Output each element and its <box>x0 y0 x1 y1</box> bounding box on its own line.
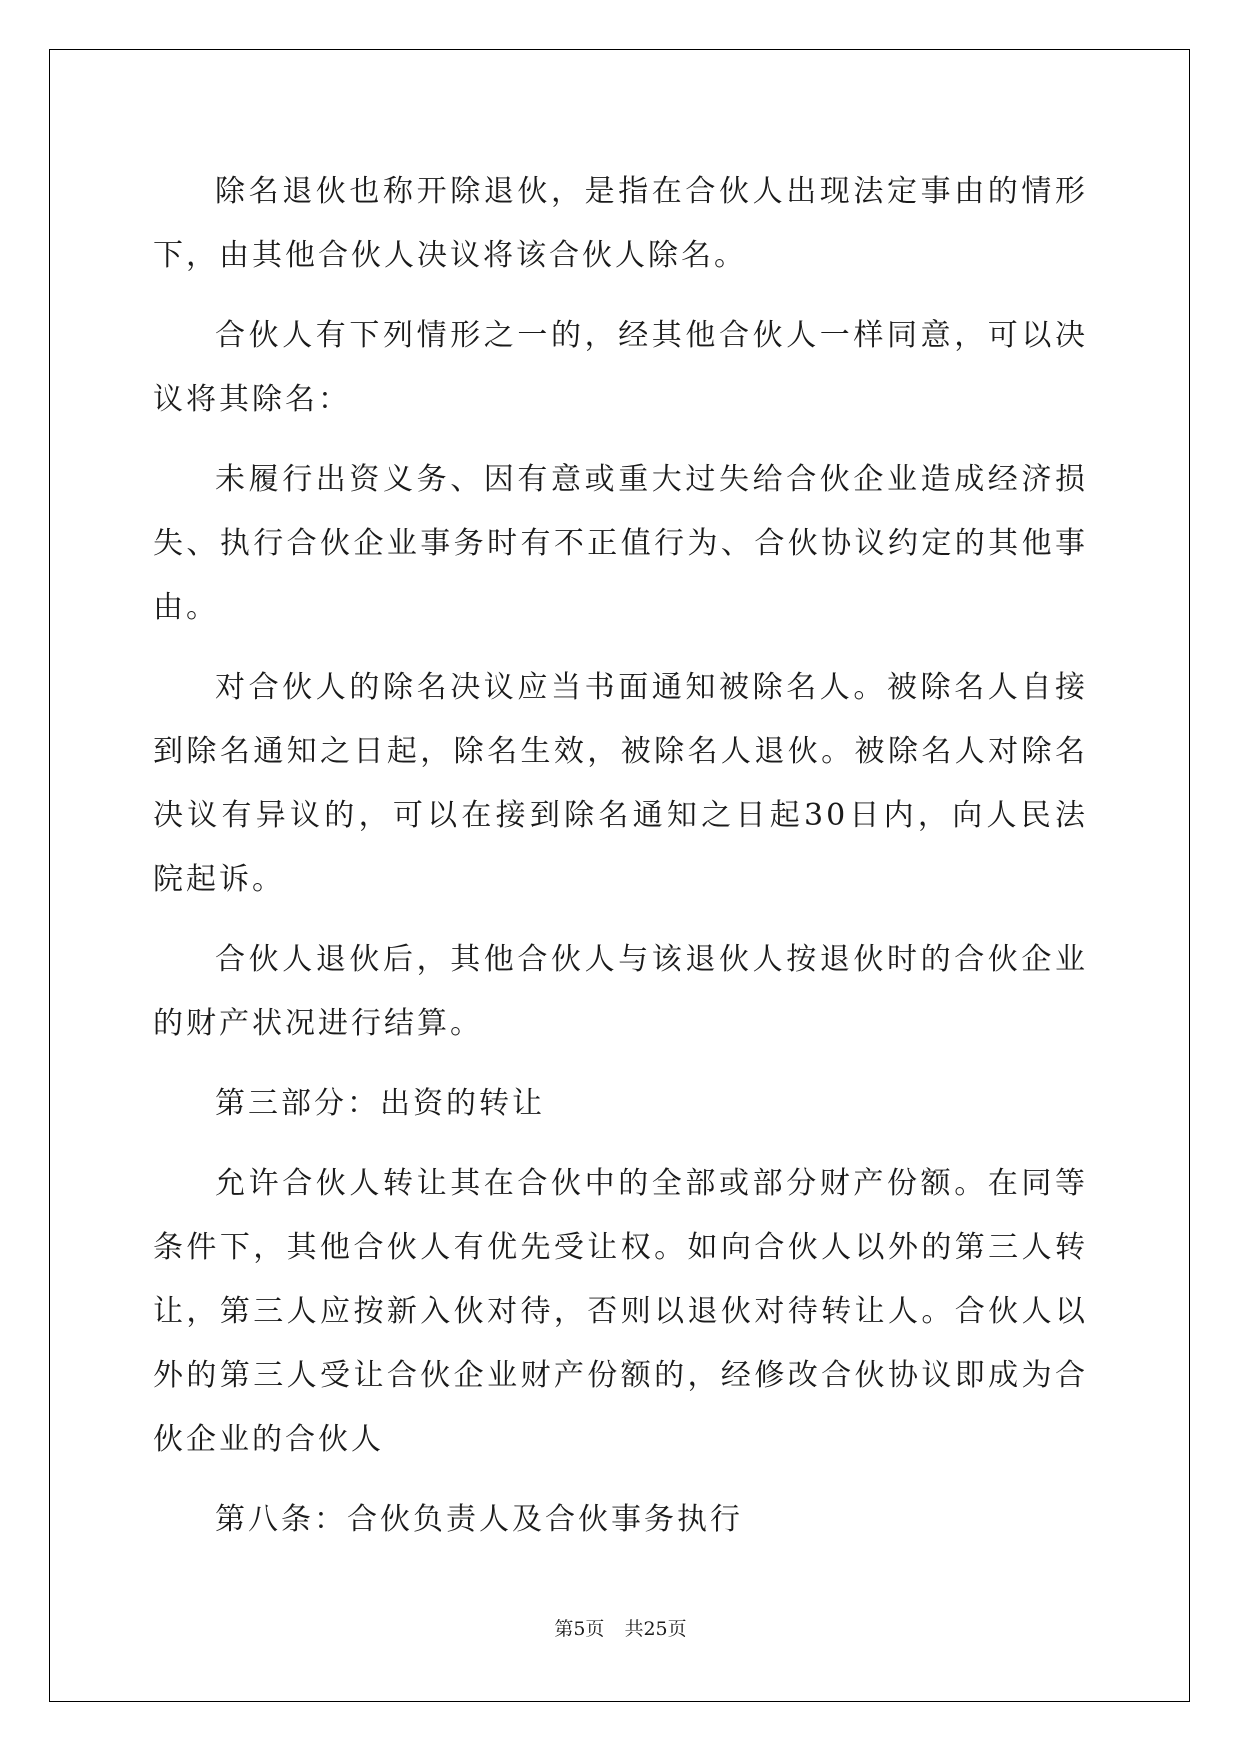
paragraph-1: 除名退伙也称开除退伙，是指在合伙人出现法定事由的情形下，由其他合伙人决议将该合伙人除名。 <box>153 174 1088 273</box>
paragraph-7: 允许合伙人转让其在合伙中的全部或部分财产份额。在同等条件下，其他合伙人有优先受让权。如向合伙人以外的第三人转让，第三人应按新入伙对待，否则以退伙对待转让人。合伙人以外的第三人受让合伙企业财产份额的，经修改合伙协议即成为合伙企业的合伙人 <box>153 1166 1088 1457</box>
paragraph-4: 对合伙人的除名决议应当书面通知被除名人。被除名人自接到除名通知之日起，除名生效，被除名人退伙。被除名人对除名决议有异议的，可以在接到除名通知之日起30日内，向人民法院起诉。 <box>153 670 1088 897</box>
paragraph-5: 合伙人退伙后，其他合伙人与该退伙人按退伙时的合伙企业的财产状况进行结算。 <box>153 942 1088 1041</box>
article-heading: 第八条：合伙负责人及合伙事务执行 <box>215 1502 743 1537</box>
document-body <box>153 160 1088 1568</box>
page-number: 第5页 共25页 <box>554 1618 687 1640</box>
section-heading: 第三部分：出资的转让 <box>215 1086 545 1121</box>
paragraph-2: 合伙人有下列情形之一的，经其他合伙人一样同意，可以决议将其除名： <box>153 318 1088 417</box>
paragraph-3: 未履行出资义务、因有意或重大过失给合伙企业造成经济损失、执行合伙企业事务时有不正值行为、合伙协议约定的其他事由。 <box>153 462 1088 625</box>
